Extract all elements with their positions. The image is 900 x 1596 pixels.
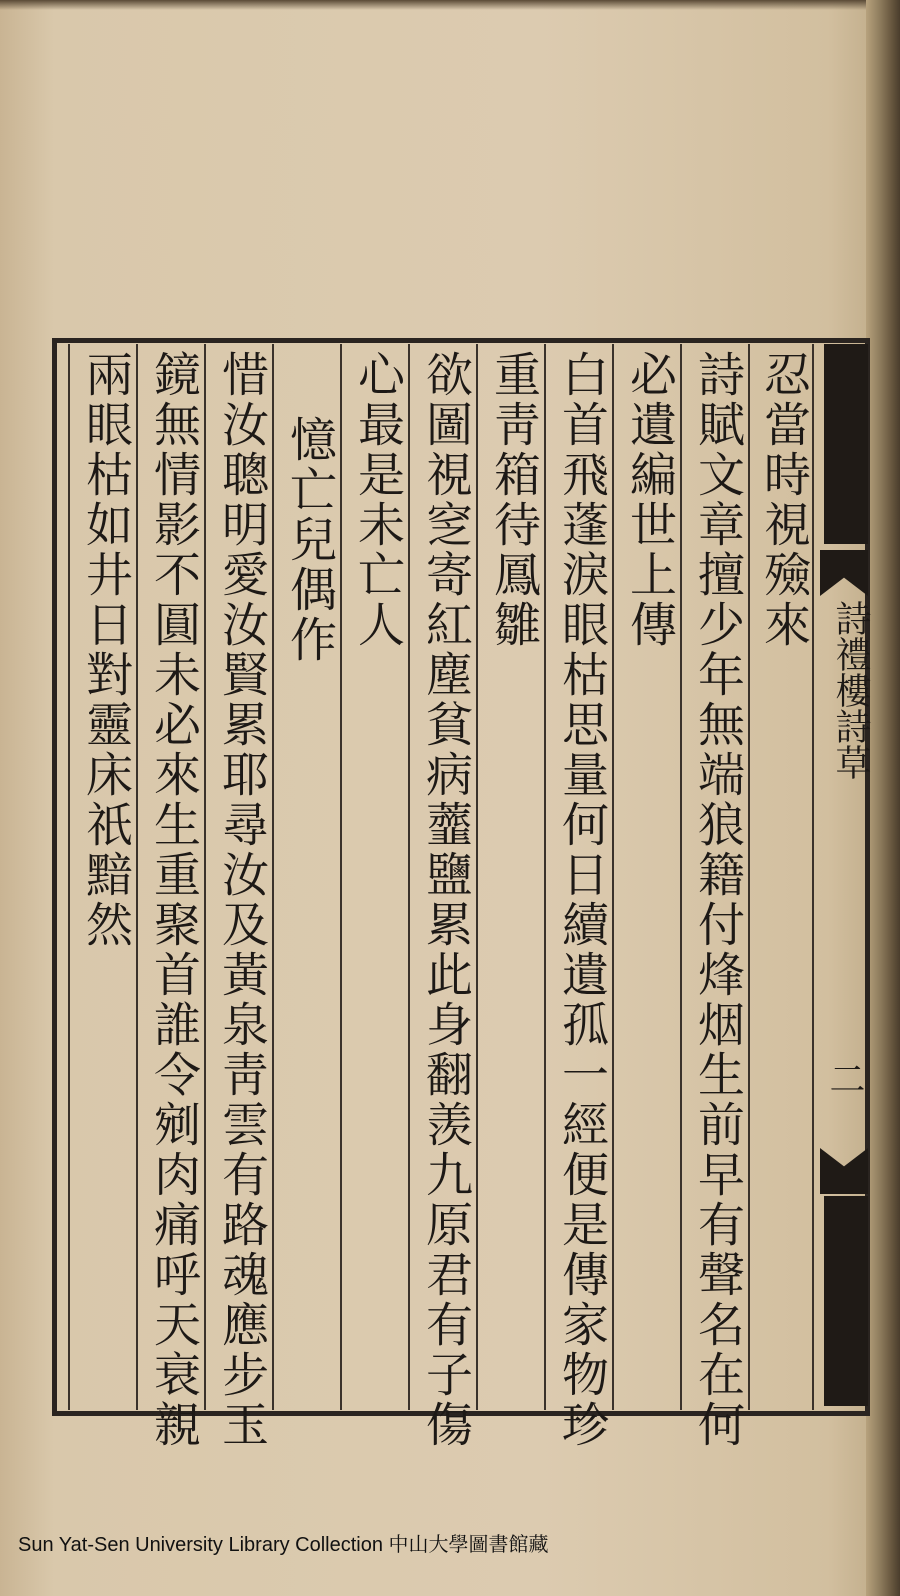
- text-column-6: 欲圖視窆寄紅塵貧病虀鹽累此身翻羡九原君有子傷: [418, 350, 473, 1450]
- text-column-9: 惜汝聰明愛汝賢累耶尋汝及黃泉靑雲有路魂應步玉: [214, 350, 269, 1450]
- poem-title-column: 憶亡兒偶作: [282, 415, 337, 665]
- text-column-7: 心最是未亡人: [350, 350, 405, 650]
- text-column-4: 白首飛蓬淚眼枯思量何日續遺孤一經便是傳家物珍: [554, 350, 609, 1450]
- text-column-5: 重靑箱待鳳雛: [486, 350, 541, 650]
- text-column-2: 詩賦文章擅少年無端狼籍付烽烟生前早有聲名在何: [690, 350, 745, 1450]
- column-rule: [408, 344, 410, 1410]
- column-rule: [68, 344, 70, 1410]
- banxin-page-number: 二: [824, 1060, 865, 1096]
- page-top-shadow: [0, 0, 900, 10]
- column-rule: [680, 344, 682, 1410]
- column-rule: [612, 344, 614, 1410]
- banxin-title: 詩禮樓詩草: [830, 600, 871, 780]
- banxin-black-mouth-bottom: [824, 1196, 868, 1406]
- banxin-black-mouth-top: [824, 344, 868, 544]
- column-rule: [544, 344, 546, 1410]
- column-rule: [340, 344, 342, 1410]
- book-spine-edge: [866, 0, 900, 1596]
- column-rule: [204, 344, 206, 1410]
- library-caption: Sun Yat-Sen University Library Collection 中山大學圖書館藏: [18, 1534, 549, 1556]
- text-column-11: 兩眼枯如井日對靈床祇黯然: [78, 350, 133, 950]
- text-column-1: 忍當時視殮來: [756, 350, 811, 650]
- text-column-10: 鏡無情影不圓未必來生重聚首誰令剜肉痛呼天衰親: [146, 350, 201, 1450]
- column-rule: [476, 344, 478, 1410]
- column-rule: [748, 344, 750, 1410]
- column-rule: [136, 344, 138, 1410]
- column-rule: [272, 344, 274, 1410]
- text-column-3: 必遺編世上傳: [622, 350, 677, 650]
